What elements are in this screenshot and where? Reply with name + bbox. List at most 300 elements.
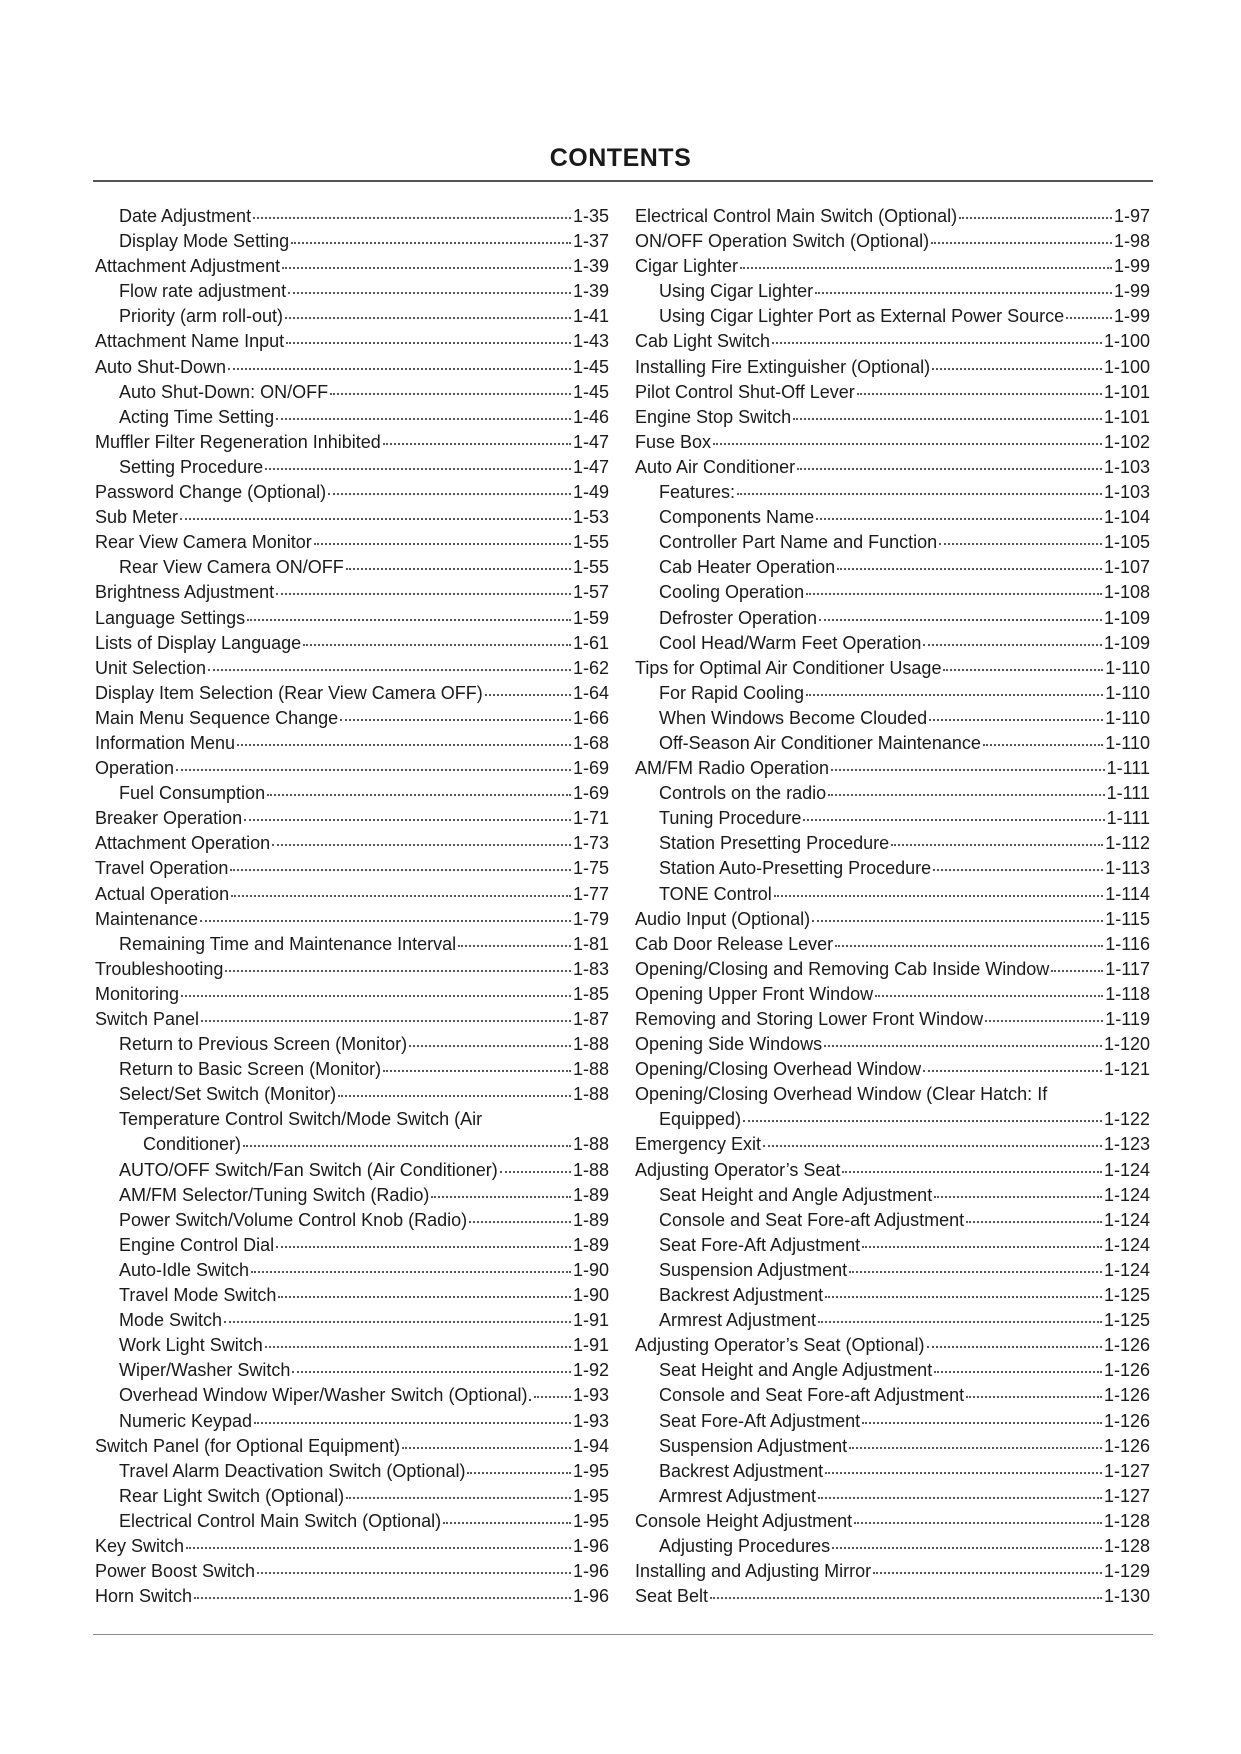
- toc-entry[interactable]: [95, 331, 609, 356]
- dot-leader: [303, 644, 571, 646]
- toc-entry[interactable]: [95, 482, 609, 507]
- toc-entry[interactable]: [95, 382, 609, 407]
- dot-leader: [713, 443, 1102, 445]
- toc-entry-title: Adjusting Procedures: [659, 1535, 831, 1556]
- toc-entry-page: 1-110: [1105, 707, 1150, 728]
- toc-entry[interactable]: [635, 758, 1150, 783]
- toc-entry-page: 1-98: [1113, 231, 1150, 252]
- toc-entry[interactable]: [635, 582, 1150, 607]
- toc-entry-page: 1-88: [572, 1059, 609, 1080]
- toc-entry[interactable]: [95, 959, 609, 984]
- dot-leader: [247, 619, 571, 621]
- toc-entry-page: 1-88: [572, 1034, 609, 1055]
- toc-entry-page: 1-124: [1103, 1159, 1150, 1180]
- toc-entry[interactable]: [635, 1109, 1150, 1134]
- toc-entry-page: 1-77: [572, 883, 609, 904]
- toc-entry-title: Setting Procedure: [119, 456, 264, 477]
- toc-entry-page: 1-75: [572, 858, 609, 879]
- toc-entry[interactable]: [635, 608, 1150, 633]
- toc-entry[interactable]: [635, 1335, 1150, 1360]
- toc-entry[interactable]: [95, 1335, 609, 1360]
- toc-entry-page: 1-122: [1103, 1109, 1150, 1130]
- toc-entry-page: 1-104: [1103, 507, 1150, 528]
- toc-entry-page: 1-124: [1103, 1259, 1150, 1280]
- toc-entry[interactable]: [95, 1009, 609, 1034]
- toc-entry-page: 1-112: [1105, 833, 1150, 854]
- toc-entry-title: Opening/Closing Overhead Window: [635, 1059, 922, 1080]
- toc-entry[interactable]: [635, 231, 1150, 256]
- toc-entry-page: 1-88: [572, 1084, 609, 1105]
- toc-entry-page: 1-124: [1103, 1209, 1150, 1230]
- toc-entry[interactable]: [635, 532, 1150, 557]
- dot-leader: [803, 819, 1104, 821]
- toc-entry[interactable]: [635, 1160, 1150, 1185]
- toc-entry-title: Tuning Procedure: [659, 808, 802, 829]
- toc-entry[interactable]: [95, 909, 609, 934]
- toc-entry-title: Temperature Control Switch/Mode Switch (Air: [119, 1109, 483, 1130]
- toc-entry[interactable]: [95, 532, 609, 557]
- toc-entry[interactable]: [95, 557, 609, 582]
- toc-entry-title: Equipped): [659, 1109, 742, 1130]
- dot-leader: [842, 1171, 1102, 1173]
- toc-entry[interactable]: [635, 1059, 1150, 1084]
- toc-entry[interactable]: [95, 281, 609, 306]
- dot-leader: [857, 393, 1102, 395]
- toc-entry-page: 1-100: [1103, 356, 1150, 377]
- toc-entry-title: Cigar Lighter: [635, 256, 739, 277]
- toc-entry[interactable]: [635, 708, 1150, 733]
- toc-entry-title: Adjusting Operator’s Seat (Optional): [635, 1335, 925, 1356]
- toc-right-column: [635, 206, 1150, 1611]
- toc-entry[interactable]: [95, 407, 609, 432]
- toc-entry-page: 1-126: [1103, 1335, 1150, 1356]
- toc-entry-title: Audio Input (Optional): [635, 908, 811, 929]
- toc-entry[interactable]: [635, 206, 1150, 231]
- toc-entry-page: 1-127: [1103, 1485, 1150, 1506]
- dot-leader: [253, 217, 571, 219]
- toc-entry[interactable]: [635, 884, 1150, 909]
- dot-leader: [966, 1221, 1102, 1223]
- toc-entry-title: Return to Basic Screen (Monitor): [119, 1059, 382, 1080]
- toc-entry-title: Fuel Consumption: [119, 783, 266, 804]
- toc-entry[interactable]: [635, 783, 1150, 808]
- toc-entry[interactable]: [635, 432, 1150, 457]
- toc-entry-page: 1-129: [1103, 1561, 1150, 1582]
- toc-entry-title: Cab Door Release Lever: [635, 933, 834, 954]
- dot-leader: [237, 744, 571, 746]
- toc-entry[interactable]: [635, 1486, 1150, 1511]
- toc-entry[interactable]: [95, 758, 609, 783]
- toc-entry[interactable]: [635, 357, 1150, 382]
- toc-entry[interactable]: [635, 1536, 1150, 1561]
- toc-entry[interactable]: [95, 1235, 609, 1260]
- page-title: CONTENTS: [549, 144, 692, 172]
- dot-leader: [346, 568, 571, 570]
- toc-entry[interactable]: [635, 557, 1150, 582]
- toc-entry[interactable]: [95, 1285, 609, 1310]
- toc-entry-title: Rear Light Switch (Optional): [119, 1485, 345, 1506]
- toc-entry[interactable]: [635, 281, 1150, 306]
- toc-entry-title: Wiper/Washer Switch: [119, 1360, 291, 1381]
- footer-divider: [93, 1634, 1153, 1635]
- dot-leader: [346, 1497, 571, 1499]
- toc-entry-page: 1-41: [572, 306, 609, 327]
- dot-leader: [186, 1547, 571, 1549]
- dot-leader: [180, 518, 571, 520]
- toc-entry-title: Adjusting Operator’s Seat: [635, 1159, 841, 1180]
- toc-entry[interactable]: [95, 733, 609, 758]
- dot-leader: [286, 342, 571, 344]
- toc-entry-page: 1-57: [572, 582, 609, 603]
- dot-leader: [939, 543, 1102, 545]
- toc-entry-title: Power Boost Switch: [95, 1561, 256, 1582]
- toc-entry[interactable]: [635, 808, 1150, 833]
- toc-entry-page: 1-59: [572, 607, 609, 628]
- toc-entry-page: 1-47: [572, 456, 609, 477]
- toc-entry[interactable]: [635, 1009, 1150, 1034]
- toc-entry[interactable]: [635, 1461, 1150, 1486]
- toc-entry[interactable]: [95, 1360, 609, 1385]
- toc-entry-page: 1-128: [1103, 1535, 1150, 1556]
- toc-entry-page: 1-115: [1105, 908, 1150, 929]
- toc-entry-page: 1-66: [572, 707, 609, 728]
- toc-entry[interactable]: [95, 457, 609, 482]
- dot-leader: [276, 1246, 571, 1248]
- toc-entry-title: Troubleshooting: [95, 958, 224, 979]
- toc-entry[interactable]: [635, 331, 1150, 356]
- toc-entry-title: Work Light Switch: [119, 1335, 263, 1356]
- title-divider: [93, 180, 1153, 182]
- toc-entry-title: Console and Seat Fore-aft Adjustment: [659, 1209, 965, 1230]
- toc-entry-page: 1-69: [572, 758, 609, 779]
- toc-entry[interactable]: [95, 934, 609, 959]
- toc-entry[interactable]: [95, 357, 609, 382]
- toc-entry-title: Using Cigar Lighter Port as External Power Source: [659, 306, 1065, 327]
- toc-entry-page: 1-126: [1103, 1385, 1150, 1406]
- toc-entry[interactable]: [95, 1511, 609, 1536]
- toc-entry[interactable]: [635, 1586, 1150, 1611]
- toc-entry-page: 1-111: [1106, 808, 1150, 829]
- toc-entry[interactable]: [635, 407, 1150, 432]
- toc-entry[interactable]: [635, 1034, 1150, 1059]
- dot-leader: [328, 493, 571, 495]
- toc-entry-title: Priority (arm roll-out): [119, 306, 284, 327]
- toc-entry[interactable]: [635, 858, 1150, 883]
- dot-leader: [208, 669, 571, 671]
- toc-entry-title: Attachment Name Input: [95, 331, 285, 352]
- dot-leader: [806, 694, 1103, 696]
- toc-entry-title: Sub Meter: [95, 507, 179, 528]
- dot-leader: [862, 1422, 1102, 1424]
- toc-entry[interactable]: [95, 1461, 609, 1486]
- dot-leader: [1051, 970, 1103, 972]
- toc-entry[interactable]: [635, 306, 1150, 331]
- toc-entry-title: Travel Mode Switch: [119, 1285, 277, 1306]
- toc-entry[interactable]: [95, 633, 609, 658]
- dot-leader: [244, 819, 571, 821]
- toc-entry[interactable]: [95, 1411, 609, 1436]
- toc-entry-title: Opening Side Windows: [635, 1034, 823, 1055]
- toc-entry[interactable]: [95, 858, 609, 883]
- toc-entry-title: Travel Alarm Deactivation Switch (Optional): [119, 1460, 466, 1481]
- dot-leader: [1066, 317, 1112, 319]
- toc-entry-title: Suspension Adjustment: [659, 1259, 848, 1280]
- toc-entry[interactable]: [95, 306, 609, 331]
- toc-entry[interactable]: [635, 1360, 1150, 1385]
- toc-entry-page: 1-99: [1113, 306, 1150, 327]
- toc-entry[interactable]: [635, 1260, 1150, 1285]
- toc-entry-page: 1-35: [572, 206, 609, 226]
- toc-entry[interactable]: [95, 1109, 609, 1134]
- toc-entry[interactable]: [635, 1561, 1150, 1586]
- dot-leader: [812, 920, 1103, 922]
- toc-entry-page: 1-96: [572, 1561, 609, 1582]
- toc-entry-page: 1-124: [1103, 1234, 1150, 1255]
- toc-entry-page: 1-111: [1106, 783, 1150, 804]
- dot-leader: [806, 593, 1102, 595]
- dot-leader: [458, 945, 571, 947]
- toc-entry-title: Rear View Camera Monitor: [95, 532, 312, 553]
- dot-leader: [931, 242, 1112, 244]
- toc-entry-page: 1-123: [1103, 1134, 1150, 1155]
- toc-entry-title: Seat Belt: [635, 1586, 709, 1607]
- toc-entry[interactable]: [635, 1310, 1150, 1335]
- dot-leader: [933, 869, 1103, 871]
- dot-leader: [932, 368, 1102, 370]
- toc-entry-page: 1-117: [1105, 958, 1150, 979]
- dot-leader: [849, 1271, 1102, 1273]
- toc-entry-page: 1-99: [1113, 281, 1150, 302]
- dot-leader: [862, 1246, 1102, 1248]
- toc-entry-title: Maintenance: [95, 908, 199, 929]
- toc-entry[interactable]: [95, 783, 609, 808]
- toc-entry-title: Attachment Operation: [95, 833, 271, 854]
- toc-entry[interactable]: [635, 1134, 1150, 1159]
- dot-leader: [966, 1396, 1102, 1398]
- toc-entry[interactable]: [635, 833, 1150, 858]
- toc-entry-page: 1-73: [572, 833, 609, 854]
- toc-entry[interactable]: [95, 206, 609, 231]
- toc-entry-page: 1-96: [572, 1586, 609, 1607]
- toc-entry-title: Information Menu: [95, 732, 236, 753]
- toc-entry-page: 1-91: [572, 1310, 609, 1331]
- toc-entry-title: Backrest Adjustment: [659, 1285, 824, 1306]
- toc-entry-page: 1-81: [572, 933, 609, 954]
- toc-entry-title: Display Mode Setting: [119, 231, 290, 252]
- dot-leader: [819, 619, 1102, 621]
- toc-entry-page: 1-39: [572, 256, 609, 277]
- toc-entry[interactable]: [635, 507, 1150, 532]
- toc-entry-page: 1-62: [572, 657, 609, 678]
- toc-entry-page: 1-110: [1105, 657, 1150, 678]
- toc-entry-page: 1-45: [572, 381, 609, 402]
- dot-leader: [314, 543, 571, 545]
- toc-entry-page: 1-126: [1103, 1360, 1150, 1381]
- toc-entry-title: Controller Part Name and Function: [659, 532, 938, 553]
- dot-leader: [228, 368, 571, 370]
- dot-leader: [710, 1597, 1102, 1599]
- dot-leader: [278, 1296, 571, 1298]
- toc-entry-title: AM/FM Radio Operation: [635, 758, 830, 779]
- toc-entry-title: Unit Selection: [95, 657, 207, 678]
- dot-leader: [276, 418, 571, 420]
- toc-entry[interactable]: [635, 256, 1150, 281]
- toc-entry[interactable]: [95, 1536, 609, 1561]
- toc-entry-title: Switch Panel: [95, 1009, 200, 1029]
- toc-entry[interactable]: [635, 1084, 1150, 1109]
- toc-entry-title: Password Change (Optional): [95, 482, 327, 503]
- toc-entry-title: Acting Time Setting: [119, 406, 275, 427]
- toc-entry[interactable]: [95, 833, 609, 858]
- dot-leader: [737, 493, 1102, 495]
- toc-entry[interactable]: [635, 1235, 1150, 1260]
- toc-entry[interactable]: [95, 1561, 609, 1586]
- toc-entry-page: 1-118: [1105, 983, 1150, 1004]
- toc-entry-page: 1-116: [1105, 933, 1150, 954]
- toc-entry[interactable]: [95, 658, 609, 683]
- toc-entry-title: Suspension Adjustment: [659, 1435, 848, 1456]
- toc-entry-title: Tips for Optimal Air Conditioner Usage: [635, 657, 942, 678]
- toc-entry[interactable]: [635, 909, 1150, 934]
- toc-entry-title: Select/Set Switch (Monitor): [119, 1084, 337, 1105]
- toc-entry-title: Attachment Adjustment: [95, 256, 281, 277]
- toc-entry[interactable]: [95, 582, 609, 607]
- toc-entry-page: 1-107: [1103, 557, 1150, 578]
- toc-entry[interactable]: [635, 683, 1150, 708]
- toc-entry[interactable]: [95, 1034, 609, 1059]
- toc-entry[interactable]: [95, 984, 609, 1009]
- toc-entry[interactable]: [635, 934, 1150, 959]
- toc-entry-title: Conditioner): [143, 1134, 242, 1155]
- toc-entry-page: 1-101: [1103, 381, 1150, 402]
- dot-leader: [176, 769, 571, 771]
- toc-entry[interactable]: [95, 1210, 609, 1235]
- toc-entry-title: Removing and Storing Lower Front Window: [635, 1009, 984, 1029]
- toc-entry[interactable]: [635, 1210, 1150, 1235]
- toc-entry[interactable]: [95, 1310, 609, 1335]
- dot-leader: [983, 744, 1103, 746]
- toc-entry-title: Remaining Time and Maintenance Interval: [119, 933, 457, 954]
- toc-entry[interactable]: [95, 1385, 609, 1410]
- toc-entry[interactable]: [635, 733, 1150, 758]
- toc-entry[interactable]: [95, 432, 609, 457]
- toc-entry[interactable]: [635, 1385, 1150, 1410]
- toc-entry[interactable]: [95, 231, 609, 256]
- toc-entry-title: Controls on the radio: [659, 783, 827, 804]
- toc-entry[interactable]: [95, 1436, 609, 1461]
- toc-entry[interactable]: [95, 708, 609, 733]
- toc-entry-page: 1-89: [572, 1184, 609, 1205]
- toc-entry[interactable]: [95, 608, 609, 633]
- toc-entry[interactable]: [635, 658, 1150, 683]
- toc-entry-title: Auto Shut-Down: ON/OFF: [119, 381, 329, 402]
- toc-entry-title: Opening Upper Front Window: [635, 983, 874, 1004]
- toc-entry[interactable]: [635, 382, 1150, 407]
- toc-entry-title: AM/FM Selector/Tuning Switch (Radio): [119, 1184, 430, 1205]
- toc-entry-page: 1-90: [572, 1259, 609, 1280]
- toc-entry-title: ON/OFF Operation Switch (Optional): [635, 231, 930, 252]
- dot-leader: [402, 1447, 571, 1449]
- toc-entry-page: 1-47: [572, 431, 609, 452]
- toc-entry[interactable]: [635, 1511, 1150, 1536]
- toc-entry-page: 1-37: [572, 231, 609, 252]
- toc-entry[interactable]: [95, 1160, 609, 1185]
- dot-leader: [797, 468, 1102, 470]
- toc-entry-page: 1-130: [1103, 1586, 1150, 1607]
- toc-entry-title: Main Menu Sequence Change: [95, 707, 339, 728]
- toc-entry[interactable]: [95, 884, 609, 909]
- toc-entry[interactable]: [95, 1185, 609, 1210]
- toc-entry[interactable]: [95, 1586, 609, 1611]
- toc-entry[interactable]: [95, 1134, 609, 1159]
- dot-leader: [225, 970, 571, 972]
- toc-entry-page: 1-125: [1103, 1310, 1150, 1331]
- toc-entry[interactable]: [635, 457, 1150, 482]
- dot-leader: [772, 342, 1102, 344]
- toc-entry-page: 1-55: [572, 532, 609, 553]
- toc-entry[interactable]: [95, 808, 609, 833]
- toc-entry[interactable]: [635, 1185, 1150, 1210]
- dot-leader: [793, 418, 1102, 420]
- toc-entry[interactable]: [635, 1285, 1150, 1310]
- toc-entry-page: 1-88: [572, 1159, 609, 1180]
- dot-leader: [276, 593, 571, 595]
- toc-entry-title: Pilot Control Shut-Off Lever: [635, 381, 855, 402]
- toc-entry-title: Console and Seat Fore-aft Adjustment: [659, 1385, 965, 1406]
- toc-entry-page: 1-105: [1103, 532, 1150, 553]
- toc-entry[interactable]: [95, 683, 609, 708]
- dot-leader: [835, 945, 1103, 947]
- dot-leader: [201, 1020, 571, 1022]
- dot-leader: [443, 1522, 571, 1524]
- dot-leader: [265, 468, 571, 470]
- toc-entry[interactable]: [635, 482, 1150, 507]
- toc-entry[interactable]: [95, 256, 609, 281]
- toc-entry[interactable]: [635, 984, 1150, 1009]
- dot-leader: [285, 317, 571, 319]
- dot-leader: [763, 1145, 1102, 1147]
- toc-entry[interactable]: [95, 1084, 609, 1109]
- toc-entry[interactable]: [635, 959, 1150, 984]
- toc-entry-title: Cab Heater Operation: [659, 557, 836, 578]
- dot-leader: [873, 1572, 1102, 1574]
- toc-entry-title: Console Height Adjustment: [635, 1510, 853, 1531]
- dot-leader: [929, 719, 1103, 721]
- toc-entry[interactable]: [95, 1486, 609, 1511]
- toc-entry-title: Auto-Idle Switch: [119, 1259, 250, 1280]
- dot-leader: [431, 1196, 571, 1198]
- toc-entry-page: 1-109: [1103, 607, 1150, 628]
- dot-leader: [923, 1070, 1102, 1072]
- toc-entry[interactable]: [95, 1260, 609, 1285]
- toc-entry-title: Muffler Filter Regeneration Inhibited: [95, 431, 381, 452]
- dot-leader: [243, 1145, 571, 1147]
- dot-leader: [934, 1196, 1102, 1198]
- toc-entry-title: Flow rate adjustment: [119, 281, 287, 302]
- toc-entry[interactable]: [635, 1411, 1150, 1436]
- dot-leader: [231, 895, 571, 897]
- toc-entry[interactable]: [635, 1436, 1150, 1461]
- toc-entry[interactable]: [95, 1059, 609, 1084]
- toc-entry-page: 1-45: [572, 356, 609, 377]
- dot-leader: [825, 1472, 1102, 1474]
- dot-leader: [832, 1547, 1102, 1549]
- toc-entry-title: Rear View Camera ON/OFF: [119, 557, 344, 578]
- toc-entry[interactable]: [95, 507, 609, 532]
- toc-entry[interactable]: [635, 633, 1150, 658]
- toc-entry-page: 1-95: [572, 1485, 609, 1506]
- toc-entry-title: Emergency Exit: [635, 1134, 762, 1155]
